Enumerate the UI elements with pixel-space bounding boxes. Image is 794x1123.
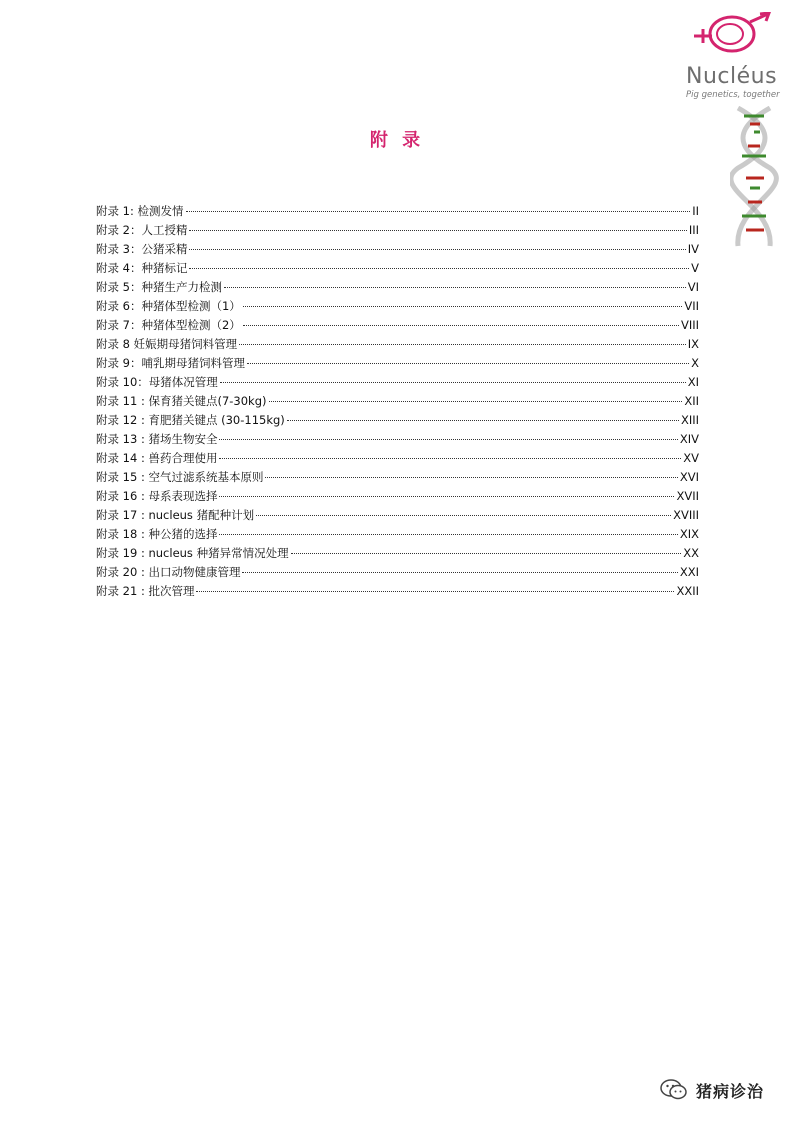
toc-dot-leader — [220, 381, 686, 383]
toc-entry[interactable] — [96, 392, 699, 411]
toc-entry-page: XVI — [679, 470, 699, 484]
toc-dot-leader — [243, 305, 683, 307]
toc-entry-page: XV — [683, 451, 699, 465]
toc-entry-page: IV — [687, 242, 699, 256]
toc-entry[interactable] — [96, 582, 699, 601]
toc-entry-label: 附录 14 : 兽药合理使用 — [96, 451, 218, 465]
toc-entry-label: 附录 10：母猪体况管理 — [96, 375, 218, 389]
toc-entry-label: 附录 1: 检测发情 — [96, 204, 184, 218]
toc-dot-leader — [243, 324, 679, 326]
toc-entry[interactable] — [96, 468, 699, 487]
toc-entry[interactable] — [96, 373, 699, 392]
toc-entry-page: XII — [684, 394, 699, 408]
toc-entry-page: V — [691, 261, 699, 275]
wechat-icon — [660, 1079, 688, 1101]
toc-entry[interactable] — [96, 316, 699, 335]
toc-entry-label: 附录 9：哺乳期母猪饲料管理 — [96, 356, 245, 370]
toc-dot-leader — [265, 476, 677, 478]
toc-dot-leader — [224, 286, 686, 288]
toc-entry-page: X — [691, 356, 699, 370]
page-title: 附 录 — [369, 130, 425, 151]
toc-entry-page: VIII — [680, 318, 699, 332]
toc-entry-label: 附录 7：种猪体型检测（2） — [96, 318, 241, 332]
toc-dot-leader — [242, 571, 677, 573]
toc-entry-label: 附录 12 : 育肥猪关键点 (30-115kg) — [96, 413, 285, 427]
toc-entry[interactable] — [96, 487, 699, 506]
toc-entry[interactable] — [96, 278, 699, 297]
toc-entry-label: 附录 3：公猪采精 — [96, 242, 188, 256]
toc-entry-page: XIV — [679, 432, 699, 446]
toc-entry[interactable] — [96, 297, 699, 316]
toc-entry[interactable] — [96, 563, 699, 582]
toc-dot-leader — [219, 438, 677, 440]
toc-entry-label: 附录 13 : 猪场生物安全 — [96, 432, 218, 446]
toc-entry-label: 附录 2：人工授精 — [96, 223, 188, 237]
toc-entry[interactable] — [96, 221, 699, 240]
toc-entry-label: 附录 6：种猪体型检测（1） — [96, 299, 241, 313]
toc-entry-label: 附录 17 : nucleus 猪配种计划 — [96, 508, 255, 522]
toc-entry-page: XXII — [676, 584, 699, 598]
toc-entry[interactable] — [96, 506, 699, 525]
toc-entry-label: 附录 15 : 空气过滤系统基本原则 — [96, 470, 264, 484]
toc-entry-label: 附录 21 : 批次管理 — [96, 584, 195, 598]
toc-entry[interactable] — [96, 354, 699, 373]
toc-entry-label: 附录 8 妊娠期母猪饲料管理 — [96, 337, 238, 351]
nucleus-logo — [680, 12, 780, 100]
toc-entry[interactable] — [96, 259, 699, 278]
toc-dot-leader — [196, 590, 674, 592]
toc-entry[interactable] — [96, 449, 699, 468]
toc-dot-leader — [219, 533, 677, 535]
toc-dot-leader — [291, 552, 682, 554]
toc-entry-page: XIII — [680, 413, 699, 427]
toc-dot-leader — [186, 210, 691, 212]
toc-entry-page: XI — [687, 375, 699, 389]
toc-entry-label: 附录 16 : 母系表现选择 — [96, 489, 218, 503]
toc-entry[interactable] — [96, 240, 699, 259]
watermark — [660, 1075, 764, 1105]
logo-name: Nucléus — [686, 64, 778, 89]
toc-dot-leader — [239, 343, 686, 345]
toc-entry-label: 附录 20 : 出口动物健康管理 — [96, 565, 241, 579]
logo-tagline: Pig genetics, together — [686, 90, 780, 100]
toc-entry[interactable] — [96, 544, 699, 563]
toc-entry[interactable] — [96, 335, 699, 354]
toc-entry-page: III — [688, 223, 699, 237]
toc-entry-label: 附录 5：种猪生产力检测 — [96, 280, 222, 294]
toc-entry-label: 附录 4：种猪标记 — [96, 261, 188, 275]
toc-entry-page: VI — [687, 280, 699, 294]
toc-dot-leader — [287, 419, 679, 421]
logo-symbol-icon — [684, 12, 776, 62]
toc-dot-leader — [189, 248, 685, 250]
toc-entry[interactable] — [96, 430, 699, 449]
toc-entry[interactable] — [96, 202, 699, 221]
toc-entry-page: XVIII — [673, 508, 699, 522]
toc-dot-leader — [219, 457, 681, 459]
toc-entry-page: XX — [683, 546, 699, 560]
toc-dot-leader — [189, 229, 686, 231]
watermark-text: 猪病诊治 — [696, 1081, 765, 1101]
toc-dot-leader — [189, 267, 689, 269]
toc-entry-label: 附录 18 : 种公猪的选择 — [96, 527, 218, 541]
toc-entry[interactable] — [96, 411, 699, 430]
toc-entry-label: 附录 19 : nucleus 种猪异常情况处理 — [96, 546, 289, 560]
toc-entry-page: II — [692, 204, 699, 218]
toc-entry[interactable] — [96, 525, 699, 544]
toc-entry-page: IX — [687, 337, 699, 351]
toc-entry-page: XIX — [679, 527, 699, 541]
table-of-contents — [96, 202, 699, 601]
toc-dot-leader — [269, 400, 683, 402]
toc-entry-page: XXI — [679, 565, 699, 579]
toc-dot-leader — [247, 362, 689, 364]
toc-dot-leader — [256, 514, 671, 516]
toc-entry-label: 附录 11 : 保育猪关键点(7-30kg) — [96, 394, 267, 408]
toc-dot-leader — [219, 495, 674, 497]
toc-entry-page: VII — [684, 299, 699, 313]
toc-entry-page: XVII — [676, 489, 699, 503]
